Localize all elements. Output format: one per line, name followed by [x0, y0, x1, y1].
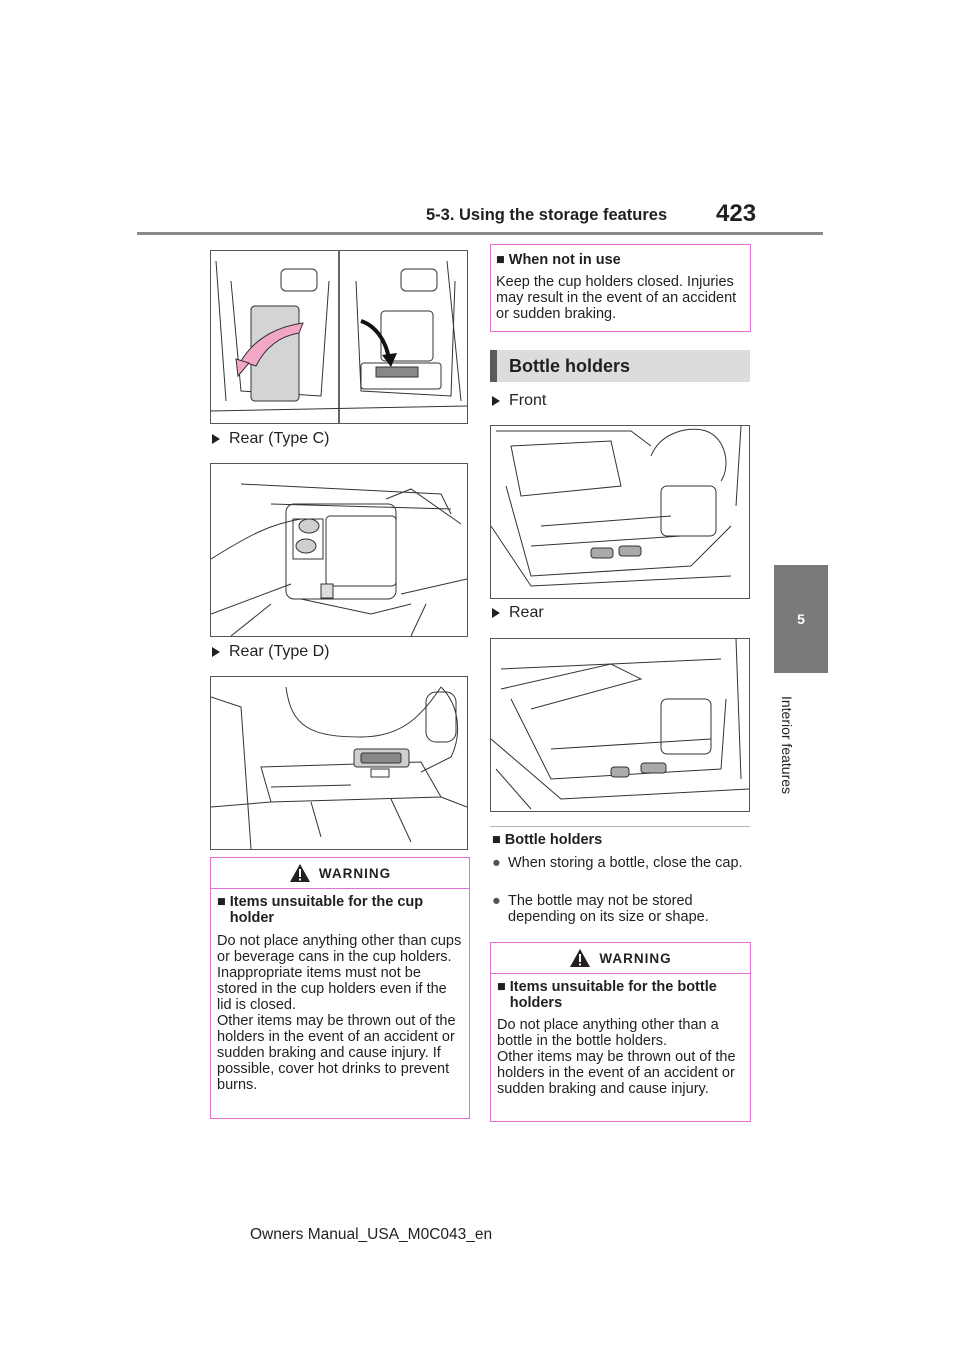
- warning-heading: [217, 894, 461, 926]
- warning-body: Do not place anything other than a bottle in the bottle holders. Other items may be thrown out of the holders in the event of an accident or sudden braking and cause injury.: [497, 1017, 736, 1097]
- caption-type-c-text: Rear (Type C): [229, 430, 330, 447]
- warning-body: Do not place anything other than cups or beverage cans in the cup holders. Inappropriate items must not be stored in the cup holders even if the lid is closed. Other items may be thrown out of the holders in the event of an accident or sudden braking and cause injury. If possible, cover hot drinks to prevent burns.: [217, 933, 462, 1093]
- header-rule: [137, 232, 823, 235]
- caption-arrow-icon: [212, 647, 220, 657]
- square-bullet-icon: ■: [496, 252, 505, 268]
- warning-triangle-icon: [569, 948, 591, 968]
- list-item: [492, 855, 748, 871]
- page-number: 423: [716, 200, 757, 227]
- caption-type-d: [212, 643, 329, 661]
- chapter-label-text: Interior features: [779, 695, 795, 795]
- round-bullet-icon: ●: [492, 893, 501, 909]
- list-item: [492, 893, 748, 925]
- illustration-rear-type-d: [210, 676, 468, 850]
- square-bullet-icon: ■: [217, 894, 226, 910]
- chapter-label: [772, 680, 802, 810]
- warning-heading-text: Items unsuitable for the bottle holders: [509, 979, 717, 1011]
- illustration-rear-door-bottle-holder: [490, 638, 750, 812]
- note-box-when-not-in-use: [490, 244, 751, 332]
- warning-box-bottle-holder: [490, 942, 751, 1122]
- warning-triangle-icon: [289, 863, 311, 883]
- chapter-number: 5: [797, 611, 805, 627]
- note-heading-text: When not in use: [508, 252, 621, 268]
- caption-front-text: Front: [509, 392, 547, 409]
- bottle-notes-heading: [492, 832, 602, 848]
- caption-arrow-icon: [492, 608, 500, 618]
- warning-label: WARNING: [318, 865, 392, 881]
- illustration-armrest-cupholder-opening: [210, 250, 468, 424]
- rear-door-drawing: [491, 639, 749, 811]
- warning-label: WARNING: [599, 950, 672, 966]
- section-heading-text: Bottle holders: [509, 355, 631, 376]
- warning-header: [211, 858, 469, 889]
- note-heading: [496, 252, 621, 268]
- caption-arrow-icon: [212, 434, 220, 444]
- square-bullet-icon: ■: [492, 832, 501, 848]
- round-bullet-icon: ●: [492, 855, 501, 871]
- chapter-tab: [774, 565, 828, 673]
- illustration-rear-type-c: [210, 463, 468, 637]
- caption-rear-text: Rear: [509, 604, 544, 621]
- armrest-drawing: [211, 251, 467, 423]
- warning-box-cup-holder: [210, 857, 470, 1119]
- front-door-drawing: [491, 426, 749, 598]
- footer-text: Owners Manual_USA_M0C043_en: [250, 1226, 493, 1243]
- caption-rear: [492, 604, 544, 622]
- warning-heading: [497, 979, 743, 1011]
- warning-heading-text: Items unsuitable for the cup holder: [229, 894, 424, 926]
- rear-type-c-drawing: [211, 464, 467, 636]
- note-body: Keep the cup holders closed. Injuries may result in the event of an accident or sudden braking.: [496, 274, 737, 322]
- divider: [490, 826, 750, 827]
- list-item-text: When storing a bottle, close the cap.: [508, 855, 743, 871]
- caption-type-c: [212, 430, 329, 448]
- section-title: 5-3. Using the storage features: [426, 206, 668, 224]
- illustration-front-door-bottle-holder: [490, 425, 750, 599]
- list-item-text: The bottle may not be stored depending on its size or shape.: [508, 893, 709, 925]
- caption-type-d-text: Rear (Type D): [229, 643, 330, 660]
- rear-type-d-drawing: [211, 677, 467, 849]
- caption-front: [492, 392, 546, 410]
- section-heading-bottle-holders: [490, 350, 750, 382]
- bottle-notes-heading-text: Bottle holders: [504, 832, 603, 848]
- square-bullet-icon: ■: [497, 979, 506, 995]
- warning-header: [491, 943, 750, 974]
- caption-arrow-icon: [492, 396, 500, 406]
